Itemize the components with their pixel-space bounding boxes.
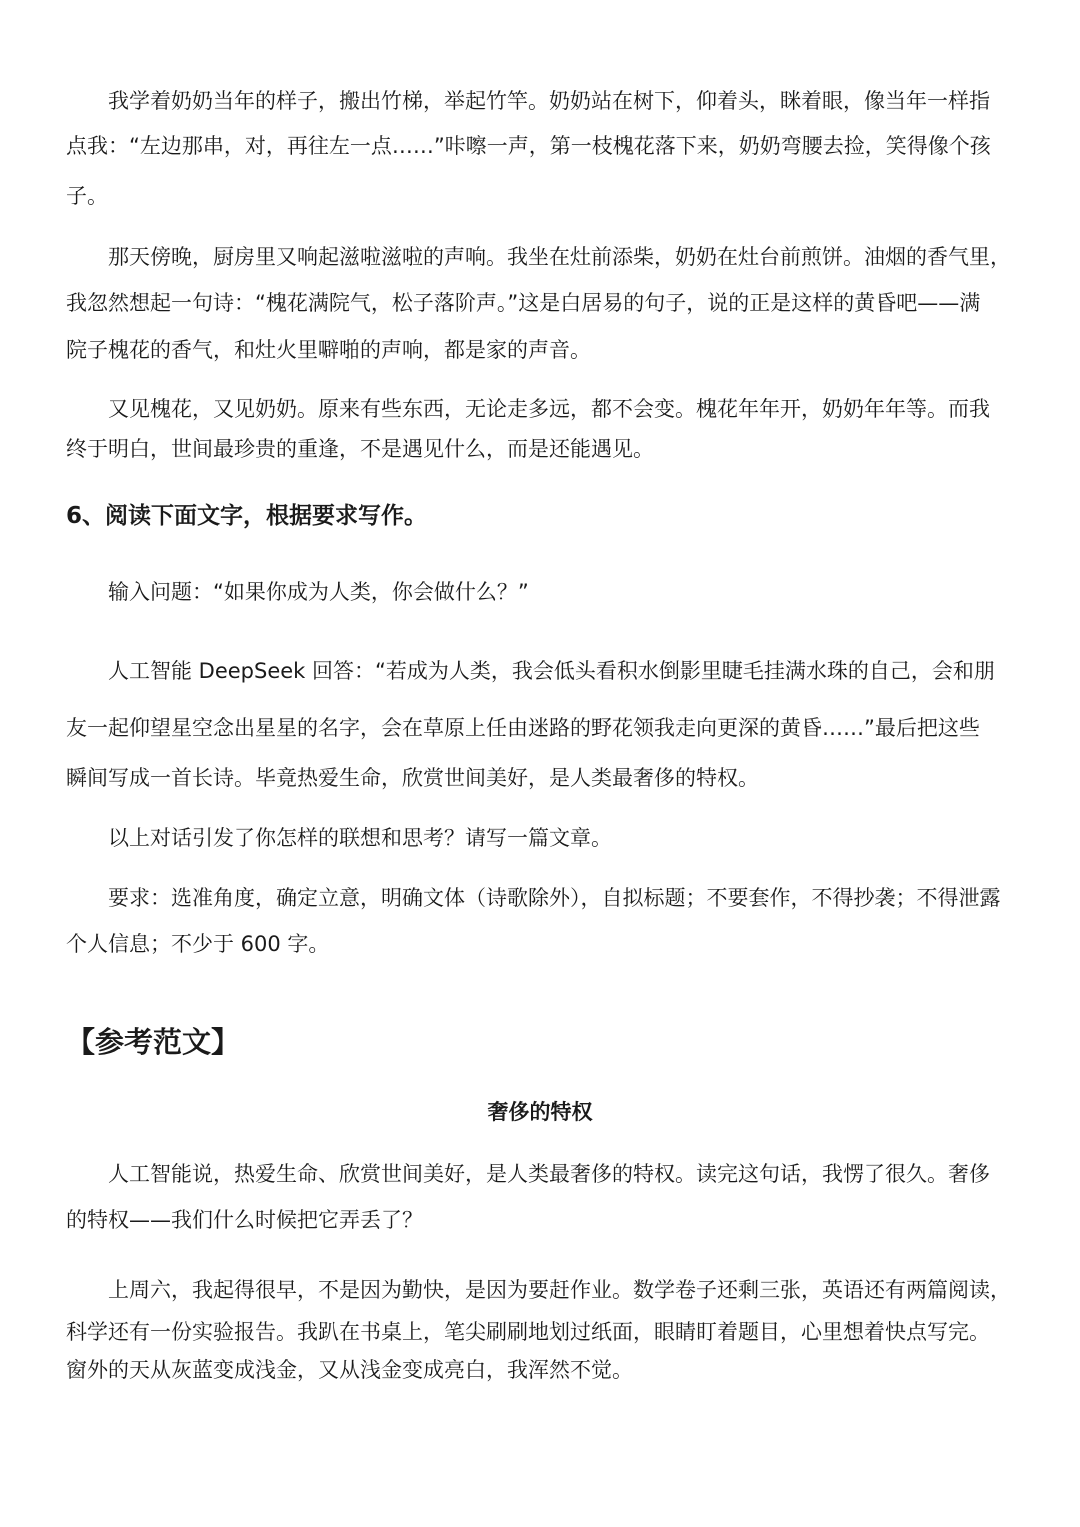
text-line: 以上对话引发了你怎样的联想和思考？请写一篇文章。 <box>108 826 612 850</box>
text-line: 又见槐花，又见奶奶。原来有些东西，无论走多远，都不会变。槐花年年开，奶奶年年等。而我 <box>108 397 990 421</box>
text-line: 个人信息；不少于 600 字。 <box>66 932 330 956</box>
text-line: 人工智能 DeepSeek 回答：“若成为人类，我会低头看积水倒影里睫毛挂满水珠的自己，会和朋 <box>108 659 995 683</box>
text-line: 那天傍晚，厨房里又响起滋啦滋啦的声响。我坐在灶前添柴，奶奶在灶台前煎饼。油烟的香气里， <box>108 245 1011 269</box>
reference-heading: 【参考范文】 <box>66 1025 241 1059</box>
text-line: 的特权——我们什么时候把它弄丢了？ <box>66 1208 423 1232</box>
text-line: 输入问题：“如果你成为人类，你会做什么？” <box>108 580 529 604</box>
text-line: 人工智能说，热爱生命、欣赏世间美好，是人类最奢侈的特权。读完这句话，我愣了很久。奢侈 <box>108 1162 990 1186</box>
text-line: 点我：“左边那串，对，再往左一点……”咔嚓一声，第一枝槐花落下来，奶奶弯腰去捡，笑得像个孩 <box>66 134 991 158</box>
text-line: 科学还有一份实验报告。我趴在书桌上，笔尖刷刷地划过纸面，眼睛盯着题目，心里想着快点写完。 <box>66 1320 990 1344</box>
text-line: 子。 <box>66 184 108 208</box>
text-line: 上周六，我起得很早，不是因为勤快，是因为要赶作业。数学卷子还剩三张，英语还有两篇阅读， <box>108 1278 1011 1302</box>
text-line: 院子槐花的香气，和灶火里噼啪的声响，都是家的声音。 <box>66 338 591 362</box>
text-line: 要求：选准角度，确定立意，明确文体（诗歌除外），自拟标题；不要套作，不得抄袭；不得泄露 <box>108 886 1001 910</box>
text-line: 窗外的天从灰蓝变成浅金，又从浅金变成亮白，我浑然不觉。 <box>66 1358 633 1382</box>
question-heading: 6、阅读下面文字，根据要求写作。 <box>66 503 428 529</box>
text-line: 瞬间写成一首长诗。毕竟热爱生命，欣赏世间美好，是人类最奢侈的特权。 <box>66 766 759 790</box>
essay-title: 奢侈的特权 <box>487 1100 593 1124</box>
text-line: 友一起仰望星空念出星星的名字，会在草原上任由迷路的野花领我走向更深的黄昏……”最后把这些 <box>66 716 980 740</box>
text-line: 我忽然想起一句诗：“槐花满院气，松子落阶声。”这是白居易的句子，说的正是这样的黄昏吧——满 <box>66 291 981 315</box>
text-line: 终于明白，世间最珍贵的重逢，不是遇见什么，而是还能遇见。 <box>66 437 654 461</box>
text-line: 我学着奶奶当年的样子，搬出竹梯，举起竹竿。奶奶站在树下，仰着头，眯着眼，像当年一样指 <box>108 89 990 113</box>
